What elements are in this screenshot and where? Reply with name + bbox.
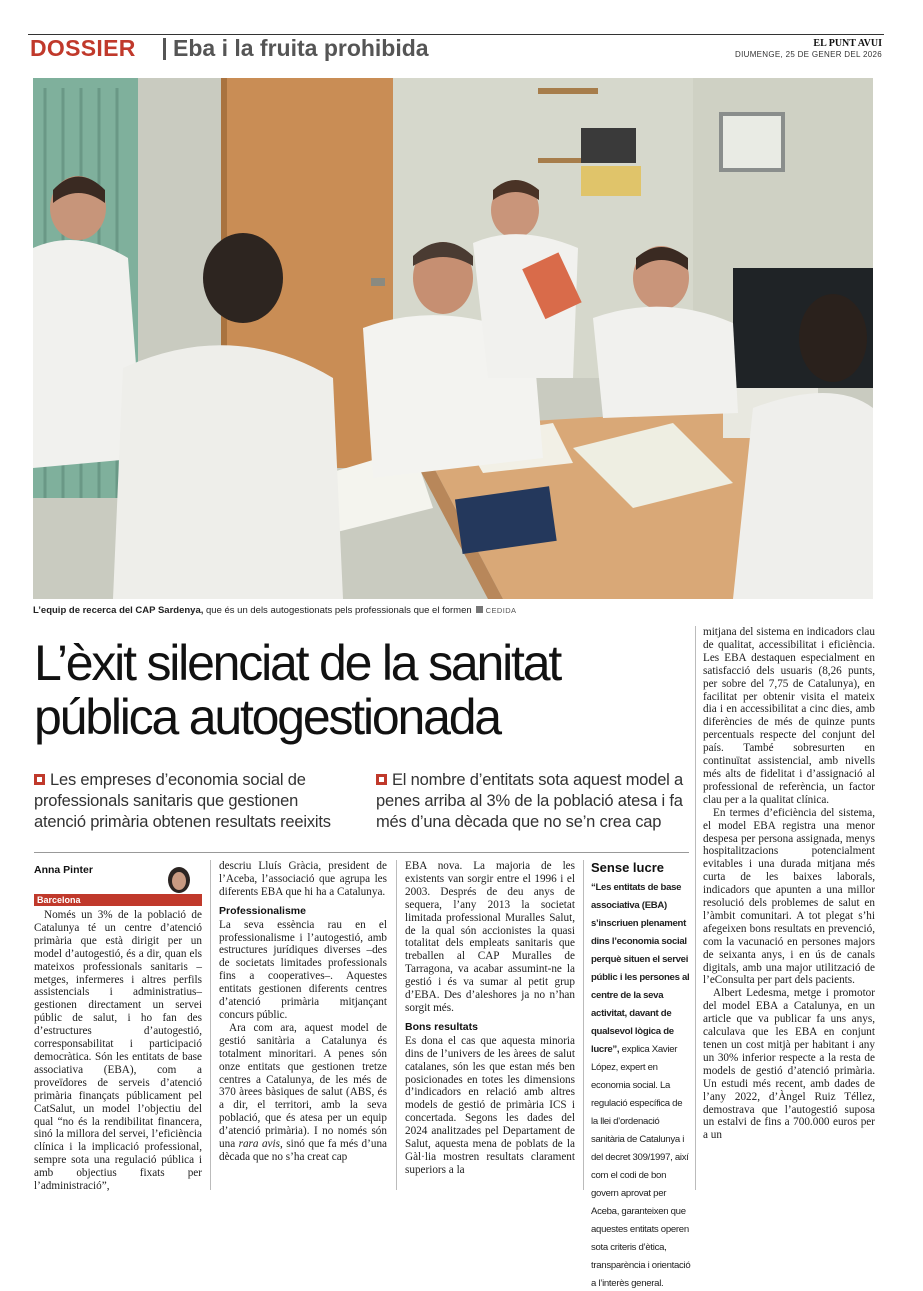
sidebar-title: Sense lucre [591, 860, 664, 875]
paragraph: descriu Lluís Gràcia, president de l’Aceba, l’associació que agrupa les diferents EBA que hi ha a Catalunya. [219, 860, 387, 898]
photo-caption [33, 605, 516, 616]
deck-left-text: Les empreses d’economia social de professionals sanitaris que gestionen atenció primària obtenen resultats reeixits [34, 771, 331, 831]
paragraph [219, 1022, 387, 1164]
paragraph: EBA nova. La majoria de les existents van sorgir entre el 1996 i el 2003. Després de deu anys de sequera, l’any 2013 la societat limitada professional Muralles Salut, de la qual són accionistes la quasi totalitat dels empleats sanitaris que treballen al CAP Muralles de Tarragona, va acabar assumint-ne la gestió i és va sumar al petit grup d’EBA. Des d’aleshores ja no n’han sorgit més. [405, 860, 575, 1014]
deck-right [376, 770, 691, 833]
photo-credit: CEDIDA [485, 606, 517, 615]
team-photo-illustration [33, 78, 873, 599]
caption-lead: L’equip de recerca del CAP Sardenya, [33, 605, 204, 616]
credit-marker [476, 606, 483, 613]
byline [34, 864, 202, 908]
sidebar-body: explica Xavier López, expert en economia social. La regulació específica de la llei d’ordenació sanitària de Catalunya i del decret 309/1997, així com el codi de bon govern aprovat per Aceba, garanteixen que aquestes entitats operen sota criteris d’ètica, transparència i orientació a l’interès general. [591, 1044, 691, 1289]
paragraph: mitjana del sistema en indicadors clau de qualitat, accessibilitat i eficiència. Les EBA destaquen especialment en satisfacció dels usuaris (8,26 punts, per sobre del 7,75 de Catalunya), en facilitat per obtenir visita el mateix dia i en accessibilitat a cinc dies, amb diferències de més de quinze punts percentuals respecte del conjunt del país. També sobresurten en continuïtat assistencial, amb nivells més alts de fidelitat i d’assignació al professional de referència, un factor clau per a la qualitat clínica. [703, 626, 875, 806]
article-column-5 [703, 626, 875, 1190]
masthead-right: AVUI [857, 38, 882, 49]
column-rule [210, 860, 211, 1190]
deck-bullet-icon [376, 774, 387, 785]
section-label: DOSSIER [30, 35, 136, 61]
deck-right-text: El nombre d’entitats sota aquest model a penes arriba al 3% de la població atesa i fa més d’una dècada que no se’n crea cap [376, 771, 684, 831]
article-column-1 [34, 909, 202, 1193]
paragraph: Albert Ledesma, metge i promotor del model EBA a Catalunya, en un article que va publicar fa uns anys, calculava que les EBA en conjunt tenen un cost mitjà per habitant i any un 30% inferior respecte a la resta de models de gestió d’atenció primària. Un estudi més recent, amb dades de l’any 2022, d’Àngel Ruiz Téllez, demostrava que l’autogestió suposa un estalvi de fins a 700.000 euros per a un [703, 987, 875, 1142]
column-rule [396, 860, 397, 1190]
sidebar-sense-lucre [591, 860, 691, 1289]
deck-divider [34, 852, 689, 853]
subheading-professionalisme: Professionalisme [219, 904, 306, 917]
author-name: Anna Pinter [34, 864, 93, 876]
article-column-2 [219, 860, 387, 1190]
paragraph: Només un 3% de la població de Catalunya té un centre d’atenció primària que està dirigit per un model d’autogestió, és a dir, quan els mateixos professionals sanitaris –metges, infermeres i altres perfils assistencials i administratius– gestionen directament un servei públic de salut, i ho fan des d’estructures d’autogestió, corresponsabilitat i participació democràtica. Són les entitats de base associativa (EBA), com a proveïdores de serveis d’atenció primària finançats públicament pel CatSalut, un model l’objectiu del qual “no és la rendibilitat financera, sinó la millora del servei, l’eficiència clínica i la implicació professional, sempre sota una regulació pública i amb objectius fixats per l’administració”, [34, 909, 202, 1193]
masthead [813, 38, 882, 49]
column-rule [695, 626, 696, 1190]
publication-date: DIUMENGE, 25 DE GENER DEL 2026 [735, 50, 882, 59]
sidebar-text [591, 877, 691, 1291]
deck-bullet-icon [34, 774, 45, 785]
lead-photo [33, 78, 873, 599]
italic-term: rara avis [238, 1138, 280, 1151]
paragraph-text: Ara com ara, aquest model de gestió sanitària a Catalunya és totalment minoritari. A penes són onze entitats que gestionen tretze centres a Catalunya, de les més de 370 àrees bàsiques de salut (ABS, és a dir, el territori, amb la seva població, que és atesa per un equip d’atenció primària). I no només són una [219, 1021, 387, 1151]
masthead-left: EL PUNT [813, 38, 856, 49]
paragraph: En termes d’eficiència del sistema, el model EBA registra una menor despesa per persona assignada, menys hospitalitzacions potencialment evitables i una durada mitjana més curta de les baixes laborals, indicadors que apunten a una millor resolució dels problemes de salut en l’àmbit comunitari. A tot plegat s’hi afegeixen bons resultats en prevenció, com la vacunació en persones majors de seixanta anys, i en ús de canals digitals, amb una major utilització de l’eConsulta per part dels pacients. [703, 806, 875, 987]
deck-left [34, 770, 354, 833]
paragraph-text: , sinó que fa més d’una dècada que no s’ha creat cap [219, 1138, 388, 1163]
sidebar-quote: “Les entitats de base associativa (EBA) s’inscriuen plenament dins l’economia social perquè situen el servei públic i les persones al centre de la seva activitat, davant de qualsevol lògica de lucre”, [591, 882, 690, 1055]
section-title: Eba i la fruita prohibida [173, 35, 429, 61]
paragraph: Es dona el cas que aquesta minoria dins de l’univers de les àrees de salut catalanes, són les que estan més ben posicionades en totes les dimensions d’indicadors en relació amb altres models de gestió de primària ICS i concertada. Segons les dades del 2024 analitzades pel Departament de Salut, aquesta mena de poblats de la Gàl·lia mostren resultats clarament superiors a la [405, 1034, 575, 1176]
headline: L’èxit silenciat de la sanitat pública autogestionada [34, 635, 561, 745]
column-rule [583, 860, 584, 1190]
subheading-bons-resultats: Bons resultats [405, 1020, 478, 1033]
page-header [28, 34, 884, 64]
caption-text: que és un dels autogestionats pels professionals que el formen [203, 605, 472, 616]
section-divider [163, 38, 166, 60]
paragraph: La seva essència rau en el professionalisme i l’autogestió, amb estructures jurídiques diverses –des de societats limitades professionals fins a cooperatives–. Aquestes entitats gestionen diferents centres d’atenció primària mitjançant concurs públic. [219, 918, 387, 1021]
article-column-3 [405, 860, 575, 1190]
author-location: Barcelona [34, 894, 202, 906]
